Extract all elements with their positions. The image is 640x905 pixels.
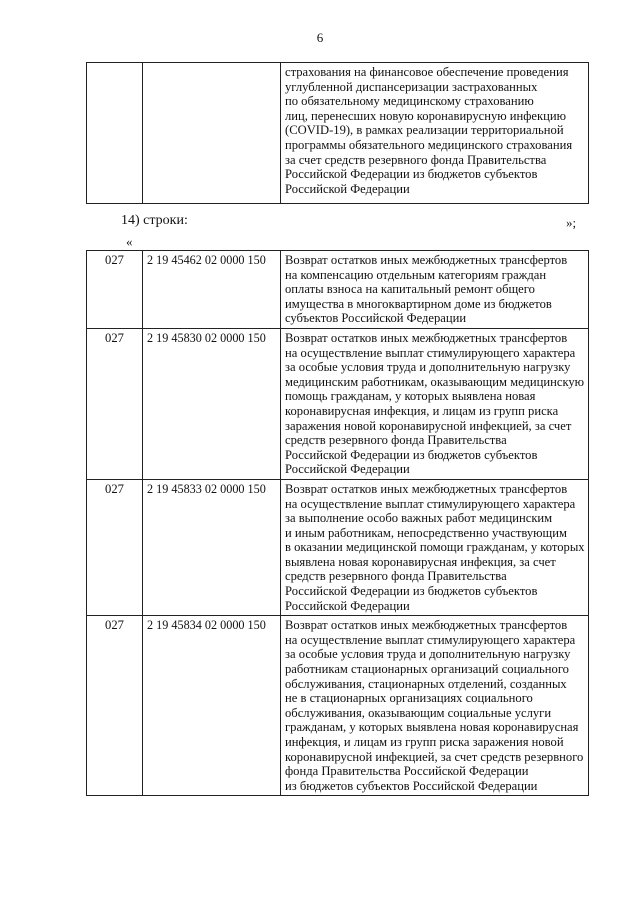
admin-code-cell: 027 <box>87 479 143 615</box>
budget-code-cell: 2 19 45833 02 0000 150 <box>143 479 281 615</box>
budget-code-cell: 2 19 45830 02 0000 150 <box>143 328 281 479</box>
description-line: на осуществление выплат стимулирующего характера <box>285 345 576 360</box>
description-line: лиц, перенесших новую коронавирусную инфекцию <box>285 108 567 123</box>
description-line: гражданам, у которых выявлена новая коронавирусная <box>285 720 579 735</box>
section-title: 14) строки: <box>121 213 188 228</box>
description-line: за выполнение особо важных работ медицинским <box>285 511 553 526</box>
description-line: помощь гражданам, у которых выявлена новая <box>285 389 536 404</box>
description-line: субъектов Российской Федерации <box>285 311 467 326</box>
admin-code-cell: 027 <box>87 328 143 479</box>
table-row <box>87 328 589 479</box>
description-line: Возврат остатков иных межбюджетных трансфертов <box>285 253 568 267</box>
description-line: Возврат остатков иных межбюджетных трансфертов <box>285 481 568 496</box>
description-line: не в стационарных организациях социального <box>285 691 533 706</box>
description-line: заражения новой коронавирусной инфекцией, за счет <box>285 418 572 433</box>
budget-code-cell <box>143 63 281 204</box>
description-cell <box>281 328 589 479</box>
description-line: инфекция, и лицам из групп риска заражения новой <box>285 735 564 749</box>
table-row <box>87 479 589 615</box>
description-line: по обязательному медицинскому страхованию <box>285 94 534 109</box>
description-line: выявлена новая коронавирусная инфекция, за счет <box>285 554 556 569</box>
table-row <box>87 251 589 329</box>
description-line: средств резервного фонда Правительства <box>285 433 507 448</box>
description-line: за особые условия труда и дополнительную нагрузку <box>285 647 571 662</box>
description-line: Российской Федерации <box>285 598 410 613</box>
budget-codes-table-body <box>87 251 589 796</box>
description-line: Российской Федерации <box>285 462 410 477</box>
opening-quote: « <box>126 234 133 249</box>
description-line: имущества в многоквартирном доме из бюджетов <box>285 296 552 311</box>
continuation-table-body <box>87 63 589 204</box>
description-line: Российской Федерации из бюджетов субъектов <box>285 447 538 462</box>
description-line: средств резервного фонда Правительства <box>285 569 507 584</box>
description-cell <box>281 251 589 329</box>
admin-code-cell: 027 <box>87 616 143 796</box>
description-line: на осуществление выплат стимулирующего характера <box>285 496 576 511</box>
description-line: за особые условия труда и дополнительную нагрузку <box>285 360 571 375</box>
description-line: Российской Федерации из бюджетов субъектов <box>285 584 538 599</box>
description-line: углубленной диспансеризации застрахованных <box>285 79 538 94</box>
description-line: коронавирусная инфекция, и лицам из групп риска <box>285 403 559 418</box>
closing-quote: »; <box>566 215 577 230</box>
admin-code-cell: 027 <box>87 251 143 329</box>
description-line: в оказании медицинской помощи гражданам, у которых <box>285 540 585 555</box>
description-line: обслуживания, оказывающим социальные услуги <box>285 705 552 720</box>
description-cell <box>281 63 589 204</box>
description-line: коронавирусной инфекцией, за счет средств резервного <box>285 749 584 764</box>
description-line: Российской Федерации из бюджетов субъектов <box>285 167 538 182</box>
description-line: Российской Федерации <box>285 181 410 196</box>
description-cell <box>281 616 589 796</box>
budget-code-cell: 2 19 45462 02 0000 150 <box>143 251 281 329</box>
budget-code-cell: 2 19 45834 02 0000 150 <box>143 616 281 796</box>
description-line: на осуществление выплат стимулирующего характера <box>285 632 576 647</box>
description-line: из бюджетов субъектов Российской Федерации <box>285 778 538 793</box>
description-line: программы обязательного медицинского страхования <box>285 137 573 152</box>
description-line: Возврат остатков иных межбюджетных трансфертов <box>285 618 568 633</box>
table-row <box>87 63 589 204</box>
description-line: медицинским работникам, оказывающим медицинскую <box>285 374 585 389</box>
description-line: страхования на финансовое обеспечение проведения <box>285 65 569 79</box>
description-line: работникам стационарных организаций социального <box>285 662 569 677</box>
budget-codes-table <box>86 250 589 796</box>
admin-code-cell <box>87 63 143 204</box>
continuation-table <box>86 62 589 204</box>
description-line: и иным работникам, непосредственно участвующим <box>285 525 567 540</box>
page-number: 6 <box>316 30 324 45</box>
description-line: обслуживания, стационарных отделений, созданных <box>285 676 567 691</box>
table-row <box>87 616 589 796</box>
description-cell <box>281 479 589 615</box>
description-line: (COVID-19), в рамках реализации территориальной <box>285 123 564 138</box>
description-line: фонда Правительства Российской Федерации <box>285 764 529 779</box>
description-line: оплаты взноса на капитальный ремонт общего <box>285 282 535 297</box>
description-line: за счет средств резервного фонда Правительства <box>285 152 547 167</box>
description-line: Возврат остатков иных межбюджетных трансфертов <box>285 330 568 345</box>
description-line: на компенсацию отдельным категориям граждан <box>285 267 547 282</box>
